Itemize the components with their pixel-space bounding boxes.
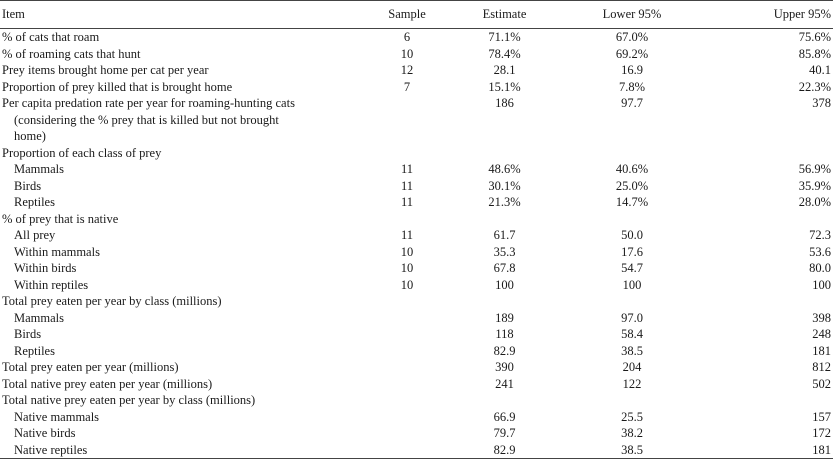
cell-lower: 50.0	[621, 228, 643, 242]
cell-upper: 378	[812, 96, 831, 110]
table-row	[0, 376, 833, 393]
cell-sample	[372, 128, 442, 145]
cell-sample	[372, 409, 442, 426]
table-row	[0, 211, 833, 228]
cell-lower: 16.9	[621, 63, 643, 77]
header-lower: Lower 95%	[567, 1, 697, 29]
table-row	[0, 359, 833, 376]
cell-item: All prey	[14, 228, 56, 242]
cell-sample: 11	[400, 195, 414, 209]
cell-upper	[697, 211, 833, 228]
cell-lower: 100	[622, 277, 642, 292]
table-row	[0, 244, 833, 261]
cell-item: Birds	[14, 178, 42, 193]
table-row	[0, 260, 833, 277]
header-estimate: Estimate	[442, 1, 567, 29]
table-row	[0, 161, 833, 178]
cell-sample: 10	[400, 277, 414, 292]
cell-lower: 204	[622, 360, 642, 374]
table-row	[0, 442, 833, 459]
cell-lower: 97.7	[621, 96, 643, 110]
cell-item: Total prey eaten per year (millions)	[2, 360, 179, 374]
cell-item: Mammals	[14, 162, 64, 176]
table-row	[0, 112, 833, 129]
cell-sample	[372, 442, 442, 459]
cell-upper	[697, 128, 833, 145]
table-row	[0, 145, 833, 162]
cell-sample: 6	[403, 30, 411, 44]
table-row	[0, 128, 833, 145]
cell-item: Birds	[14, 327, 42, 341]
cell-estimate	[442, 145, 567, 162]
cell-item: Within mammals	[14, 244, 100, 259]
cell-lower: 38.5	[621, 343, 643, 358]
cell-sample: 11	[400, 228, 414, 242]
table-row	[0, 277, 833, 294]
cell-lower	[567, 392, 697, 409]
cell-estimate: 390	[495, 360, 514, 374]
cell-estimate: 48.6%	[488, 162, 521, 176]
cell-sample	[372, 326, 442, 343]
cell-upper: 53.6	[809, 244, 831, 259]
cell-estimate: 100	[495, 277, 514, 292]
cell-lower	[567, 112, 697, 129]
cell-item: Total native prey eaten per year by class (millions)	[2, 393, 256, 407]
cell-estimate: 186	[495, 96, 514, 110]
cell-estimate: 30.1%	[488, 178, 521, 193]
cell-upper: 56.9%	[798, 162, 831, 176]
header-upper: Upper 95%	[697, 1, 833, 29]
cell-item: Proportion of prey killed that is brought home	[2, 79, 233, 94]
table-row	[0, 293, 833, 310]
table-header	[0, 1, 833, 29]
cell-estimate	[442, 211, 567, 228]
cell-estimate	[442, 128, 567, 145]
table-row	[0, 79, 833, 96]
cell-lower: 122	[622, 376, 642, 391]
cell-item: % of roaming cats that hunt	[2, 46, 141, 61]
cell-sample	[372, 145, 442, 162]
table-row	[0, 326, 833, 343]
cell-sample	[372, 112, 442, 129]
cell-estimate: 66.9	[493, 409, 516, 424]
cell-lower: 14.7%	[615, 195, 649, 209]
cell-upper: 40.1	[809, 63, 831, 77]
cell-upper: 181	[697, 442, 833, 459]
cell-upper: 181	[812, 343, 831, 358]
cell-estimate: 82.9	[442, 442, 567, 459]
cell-item: Native birds	[14, 426, 76, 440]
cell-sample: 10	[400, 261, 414, 275]
cell-estimate: 15.1%	[488, 79, 521, 94]
table-row	[0, 194, 833, 211]
cell-sample	[372, 310, 442, 327]
cell-lower: 58.4	[621, 327, 643, 341]
table-row	[0, 62, 833, 79]
table-row	[0, 409, 833, 426]
cell-item: Total native prey eaten per year (millions)	[2, 376, 213, 391]
cell-estimate	[442, 112, 567, 129]
table-row	[0, 310, 833, 327]
cell-upper	[697, 145, 833, 162]
cell-estimate: 35.3	[493, 244, 516, 259]
cell-sample	[372, 95, 442, 112]
cell-item: Native reptiles	[0, 442, 372, 459]
cell-upper	[697, 392, 833, 409]
cell-item: % of prey that is native	[2, 211, 119, 226]
cell-item: Reptiles	[14, 195, 55, 209]
cell-lower: 25.5	[621, 409, 643, 424]
header-item: Item	[0, 1, 372, 29]
cell-sample	[372, 359, 442, 376]
cell-upper: 28.0%	[798, 195, 831, 209]
cell-upper: 502	[812, 376, 831, 391]
cell-upper: 80.0	[809, 261, 831, 275]
cell-sample: 11	[400, 178, 414, 193]
cell-item: Within reptiles	[14, 277, 89, 292]
cell-sample: 7	[403, 79, 411, 94]
cell-upper: 248	[812, 327, 831, 341]
cell-lower	[567, 128, 697, 145]
cell-estimate: 61.7	[493, 228, 516, 242]
cell-lower: 25.0%	[615, 178, 649, 193]
cell-lower: 38.2	[621, 426, 643, 440]
cell-upper: 72.3	[809, 228, 831, 242]
cell-estimate: 78.4%	[488, 46, 521, 61]
table-row	[0, 392, 833, 409]
cell-upper: 172	[812, 426, 831, 440]
cell-estimate: 79.7	[493, 426, 516, 440]
cell-item: home)	[14, 129, 46, 143]
cell-estimate	[442, 392, 567, 409]
table-row	[0, 29, 833, 46]
table-row	[0, 46, 833, 63]
cell-upper	[697, 293, 833, 310]
cell-upper: 100	[812, 277, 831, 292]
cell-lower: 40.6%	[615, 162, 649, 176]
table-row	[0, 425, 833, 442]
cell-estimate: 28.1	[493, 63, 516, 77]
cell-upper: 157	[812, 409, 831, 424]
cell-upper: 22.3%	[798, 79, 831, 94]
cell-item: Native mammals	[14, 409, 100, 424]
cell-sample: 10	[400, 46, 414, 61]
cell-estimate: 21.3%	[488, 195, 521, 209]
cell-sample	[372, 211, 442, 228]
cell-lower: 54.7	[621, 261, 643, 275]
cell-item: Per capita predation rate per year for roaming-hunting cats	[2, 96, 295, 110]
table-row	[0, 227, 833, 244]
cell-upper: 35.9%	[798, 178, 831, 193]
cell-lower	[567, 211, 697, 228]
cell-upper: 75.6%	[798, 30, 831, 44]
cell-item: Within birds	[14, 261, 77, 275]
cell-estimate: 82.9	[493, 343, 516, 358]
cell-estimate: 118	[495, 327, 514, 341]
cell-item: Proportion of each class of prey	[2, 145, 162, 160]
cell-lower: 97.0	[621, 310, 643, 325]
cell-upper: 85.8%	[798, 46, 831, 61]
cell-upper: 812	[812, 360, 831, 374]
cell-sample	[372, 392, 442, 409]
cell-lower: 38.5	[567, 442, 697, 459]
cell-lower: 7.8%	[618, 79, 646, 94]
table-row	[0, 343, 833, 360]
cell-sample: 12	[400, 63, 414, 77]
cell-upper: 398	[812, 310, 831, 325]
cell-sample: 11	[400, 162, 414, 176]
cell-lower	[567, 293, 697, 310]
cell-lower: 67.0%	[615, 30, 649, 44]
cell-item: Prey items brought home per cat per year	[2, 63, 209, 77]
cell-sample	[372, 343, 442, 360]
cell-estimate	[442, 293, 567, 310]
table-row	[0, 95, 833, 112]
cell-sample: 10	[400, 244, 414, 259]
cell-estimate: 189	[495, 310, 514, 325]
cell-upper	[697, 112, 833, 129]
cell-sample	[372, 425, 442, 442]
cell-item: % of cats that roam	[2, 30, 100, 44]
cell-estimate: 67.8	[493, 261, 516, 275]
cell-item: Reptiles	[14, 343, 55, 358]
cell-estimate: 71.1%	[488, 30, 521, 44]
cell-estimate: 241	[495, 376, 514, 391]
cell-item: (considering the % prey that is killed but not brought	[14, 112, 279, 127]
table-row	[0, 178, 833, 195]
cell-lower: 17.6	[621, 244, 643, 259]
cell-lower	[567, 145, 697, 162]
cell-sample	[372, 293, 442, 310]
table-body	[0, 29, 833, 459]
cell-item: Mammals	[14, 310, 64, 325]
cell-item: Total prey eaten per year by class (millions)	[2, 294, 222, 308]
header-sample: Sample	[372, 1, 442, 29]
cell-sample	[372, 376, 442, 393]
cell-lower: 69.2%	[615, 46, 649, 61]
header-row	[0, 1, 833, 29]
